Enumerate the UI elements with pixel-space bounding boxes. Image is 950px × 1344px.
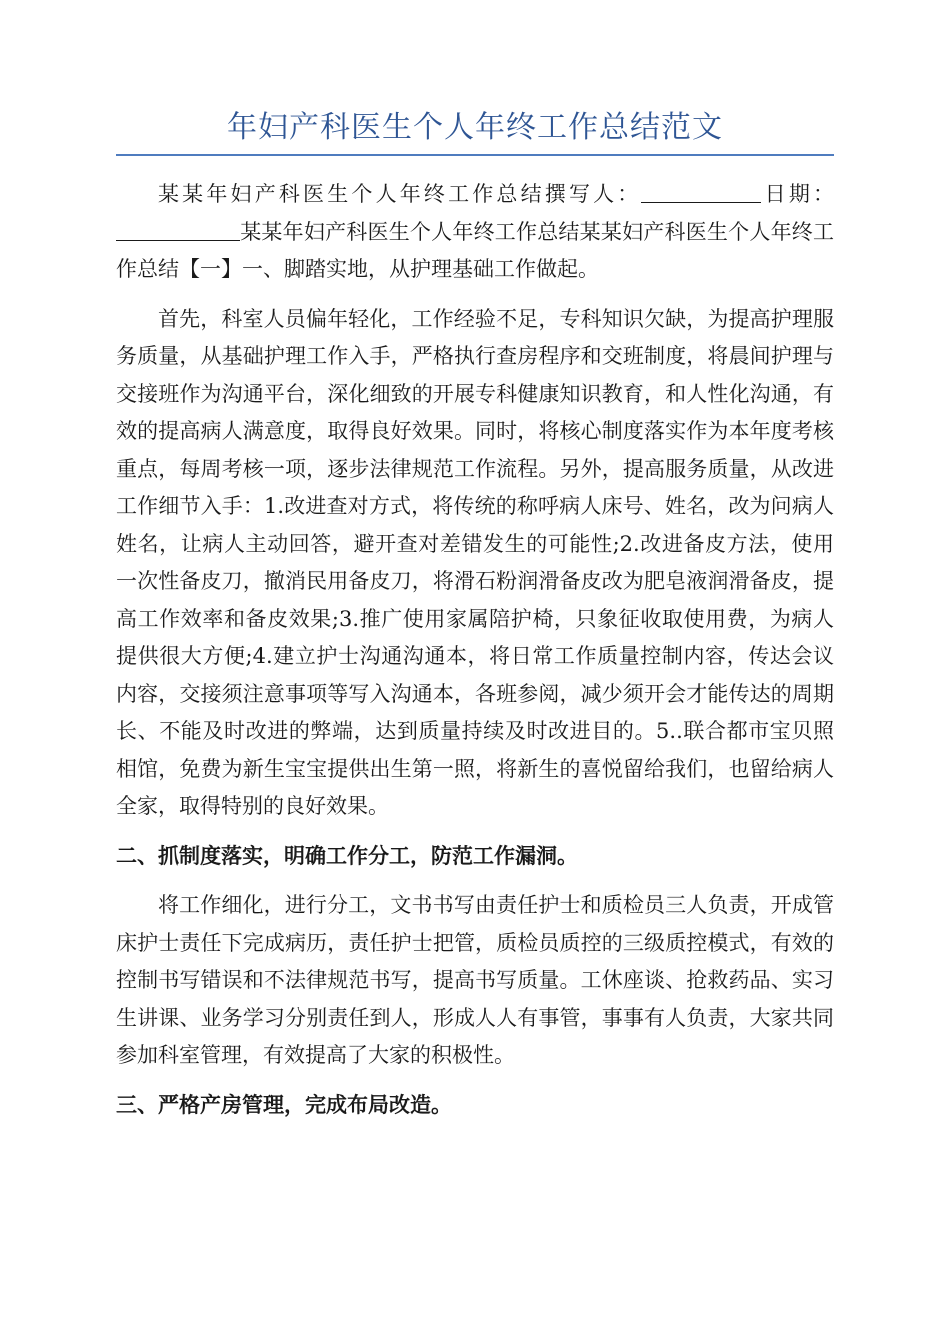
document-body	[116, 176, 834, 1124]
intro-paragraph	[116, 176, 834, 289]
intro-author-label: 某某年妇产科医生个人年终工作总结撰写人：	[158, 182, 642, 206]
paragraph-division-of-work: 将工作细化，进行分工，文书书写由责任护士和质检员三人负责，开成管床护士责任下完成病历，责任护士把管，质检员质控的三级质控模式，有效的控制书写错误和不法律规范书写，提高书写质量。工休座谈、抢救药品、实习生讲课、业务学习分别责任到人，形成人人有事管，事事有人负责，大家共同参加科室管理，有效提高了大家的积极性。	[116, 893, 834, 1067]
section-heading-3: 三、严格产房管理，完成布局改造。	[116, 1092, 452, 1117]
section-heading-2: 二、抓制度落实，明确工作分工，防范工作漏洞。	[116, 843, 578, 868]
intro-date-label: 日期：	[761, 182, 835, 206]
author-blank-line	[641, 181, 761, 203]
date-blank-line	[116, 219, 240, 241]
intro-body-text: 某某年妇产科医生个人年终工作总结某某妇产科医生个人年终工作总结【一】一、脚踏实地，从护理基础工作做起。	[116, 219, 834, 281]
paragraph-basic-nursing: 首先，科室人员偏年轻化，工作经验不足，专科知识欠缺，为提高护理服务质量，从基础护理工作入手，严格执行查房程序和交班制度，将晨间护理与交接班作为沟通平台，深化细致的开展专科健康知识教育，和人性化沟通，有效的提高病人满意度，取得良好效果。同时，将核心制度落实作为本年度考核重点，每周考核一项，逐步法律规范工作流程。另外，提高服务质量，从改进工作细节入手：1.改进查对方式，将传统的称呼病人床号、姓名，改为问病人姓名，让病人主动回答，避开查对差错发生的可能性;2.改进备皮方法，使用一次性备皮刀，撤消民用备皮刀，将滑石粉润滑备皮改为肥皂液润滑备皮，提高工作效率和备皮效果;3.推广使用家属陪护椅，只象征收取使用费，为病人提供很大方便;4.建立护士沟通沟通本，将日常工作质量控制内容，传达会议内容，交接须注意事项等写入沟通本，各班参阅，减少须开会才能传达的周期长、不能及时改进的弊端，达到质量持续及时改进目的。5..联合都市宝贝照相馆，免费为新生宝宝提供出生第一照，将新生的喜悦留给我们，也留给病人全家，取得特别的良好效果。	[116, 306, 834, 818]
title-block	[116, 108, 834, 156]
document-title: 年妇产科医生个人年终工作总结范文	[116, 108, 834, 156]
